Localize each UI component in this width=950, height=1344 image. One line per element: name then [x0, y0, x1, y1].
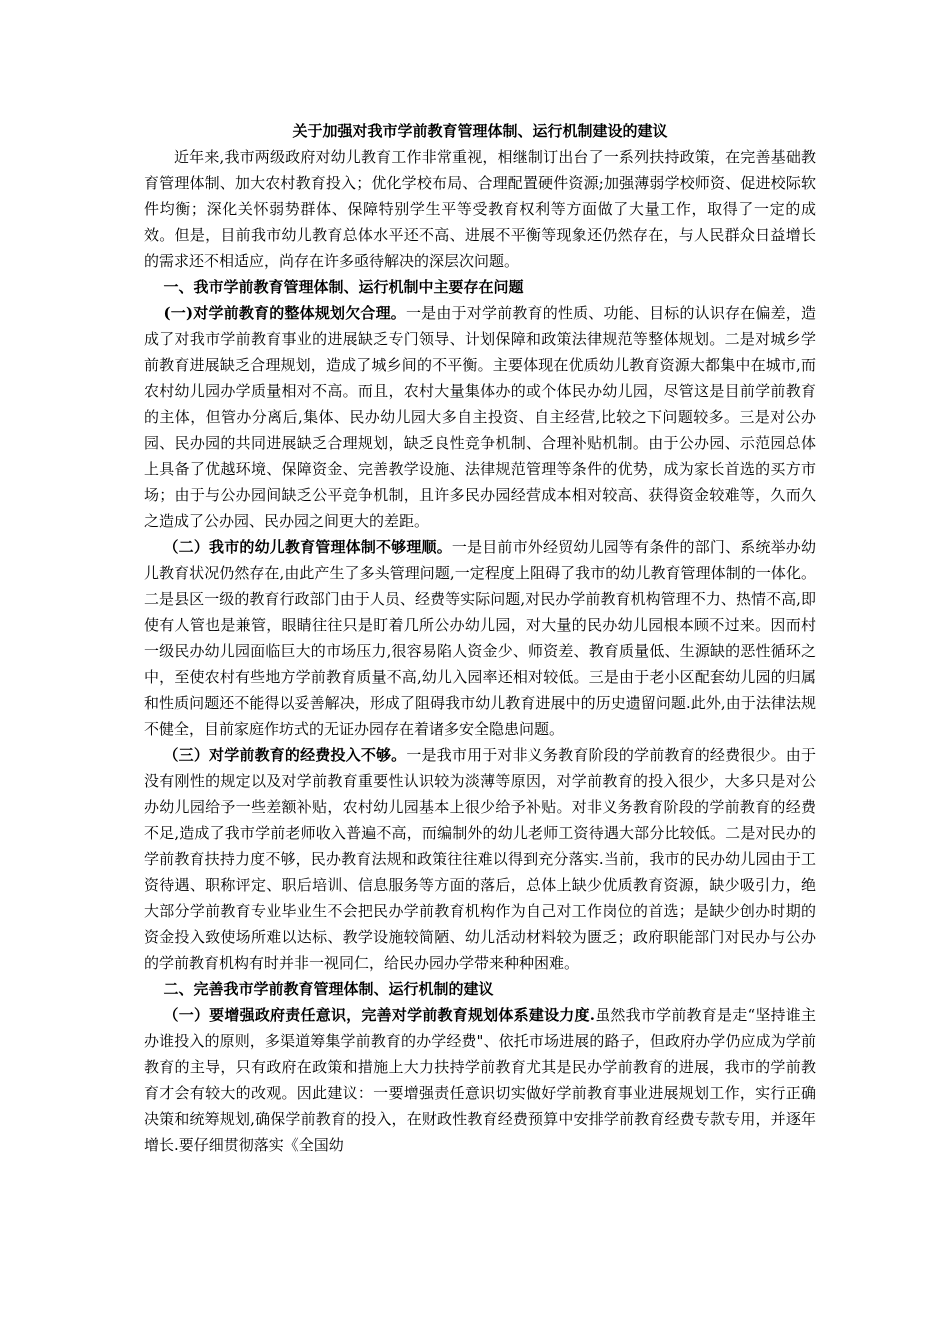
section-2-item-1	[144, 1002, 816, 1158]
section-1-item-2	[144, 534, 816, 742]
section-2-item-1-body: 虽然我市学前教育是走“坚持谁主办谁投入的原则，多渠道筹集学前教育的办学经费"、依托市场进展的路子，但政府办学仍应成为学前教育的主导，只有政府在政策和措施上大力扶持学前教育尤其是民办学前教育的进展，我市的学前教育才会有较大的改观。因此建议：一要增强责任意识切实做好学前教育事业进展规划工作，实行正确决策和统筹规划,确保学前教育的投入，在财政性教育经费预算中安排学前教育经费专款专用，并逐年增长.要仔细贯彻落实《全国幼	[144, 1006, 817, 1154]
section-2-item-1-heading: （一）要增强政府责任意识，完善对学前教育规划体系建设力度.	[163, 1006, 595, 1024]
section-1-item-2-body: 一是目前市外经贸幼儿园等有条件的部门、系统举办幼儿教育状况仍然存在,由此产生了多头管理问题,一定程度上阻碍了我市的幼儿教育管理体制的一体化。二是县区一级的教育行政部门由于人员、经费等实际问题,对民办学前教育机构管理不力、热情不高,即使有人管也是兼管，眼睛往往只是盯着几所公办幼儿园，对大量的民办幼儿园根本顾不过来。因而村一级民办幼儿园面临巨大的市场压力,很容易陷人资金少、师资差、教育质量低、生源缺的恶性循环之中，至使农村有些地方学前教育质量不高,幼儿入园率还相对较低。三是由于老小区配套幼儿园的归属和性质问题还不能得以妥善解决，形成了阻碍我市幼儿教育进展中的历史遗留问题.此外,由于法律法规不健全，目前家庭作坊式的无证办园存在着诸多安全隐患问题。	[144, 538, 816, 738]
section-1-item-3-body: 一是我市用于对非义务教育阶段的学前教育的经费很少。由于没有刚性的规定以及对学前教育重要性认识较为淡薄等原因，对学前教育的投入很少，大多只是对公办幼儿园给予一些差额补贴，农村幼儿园基本上很少给予补贴。对非义务教育阶段的学前教育的经费不足,造成了我市学前老师收入普遍不高，而编制外的幼儿老师工资待遇大部分比较低。二是对民办的学前教育扶持力度不够，民办教育法规和政策往往难以得到充分落实.当前，我市的民办幼儿园由于工资待遇、职称评定、职后培训、信息服务等方面的落后，总体上缺少优质教育资源，缺少吸引力，绝大部分学前教育专业毕业生不会把民办学前教育机构作为自己对工作岗位的首选；是缺少创办时期的资金投入致使场所难以达标、教学设施较简陋、幼儿活动材料较为匮乏；政府职能部门对民办与公办的学前教育机构有时并非一视同仁，给民办园办学带来种种困难。	[144, 746, 816, 972]
section-2-heading: 二、完善我市学前教育管理体制、运行机制的建议	[163, 980, 494, 998]
section-1-item-1	[144, 300, 816, 534]
intro-paragraph: 近年来,我市两级政府对幼儿教育工作非常重视，相继制订出台了一系列扶持政策，在完善基础教育管理体制、加大农村教育投入；优化学校布局、合理配置硬件资源;加强薄弱学校师资、促进校际软件均衡；深化关怀弱势群体、保障特别学生平等受教育权利等方面做了大量工作，取得了一定的成效。但是，目前我市幼儿教育总体水平还不高、进展不平衡等现象还仍然存在，与人民群众日益增长的需求还不相适应，尚存在许多亟待解决的深层次问题。	[144, 148, 816, 270]
section-1-item-3-heading: （三）对学前教育的经费投入不够。	[163, 746, 407, 764]
section-1-item-2-heading: （二）我市的幼儿教育管理体制不够理顺。	[163, 538, 452, 556]
section-1-item-1-body: 一是由于对学前教育的性质、功能、目标的认识存在偏差，造成了对我市学前教育事业的进展缺乏专门领导、计划保障和政策法律规范等整体规划。二是对城乡学前教育进展缺乏合理规划，造成了城乡间的不平衡。主要体现在优质幼儿教育资源大都集中在城市,而农村幼儿园办学质量相对不高。而且，农村大量集体办的或个体民办幼儿园，尽管这是目前学前教育的主体，但管办分离后,集体、民办幼儿园大多自主投资、自主经营,比较之下问题较多。三是对公办园、民办园的共同进展缺乏合理规划，缺乏良性竞争机制、合理补贴机制。由于公办园、示范园总体上具备了优越环境、保障资金、完善教学设施、法律规范管理等条件的优势，成为家长首选的买方市场；由于与公办园间缺乏公平竞争机制，且许多民办园经营成本相对较高、获得资金较难等，久而久之造成了公办园、民办园之间更大的差距。	[144, 304, 816, 530]
section-1-item-3	[144, 742, 816, 976]
section-1-item-1-heading: (一)对学前教育的整体规划欠合理。	[163, 304, 406, 322]
document-title: 关于加强对我市学前教育管理体制、运行机制建设的建议	[292, 122, 668, 140]
document-page	[144, 118, 816, 1158]
section-1-heading: 一、我市学前教育管理体制、运行机制中主要存在问题	[163, 278, 524, 296]
